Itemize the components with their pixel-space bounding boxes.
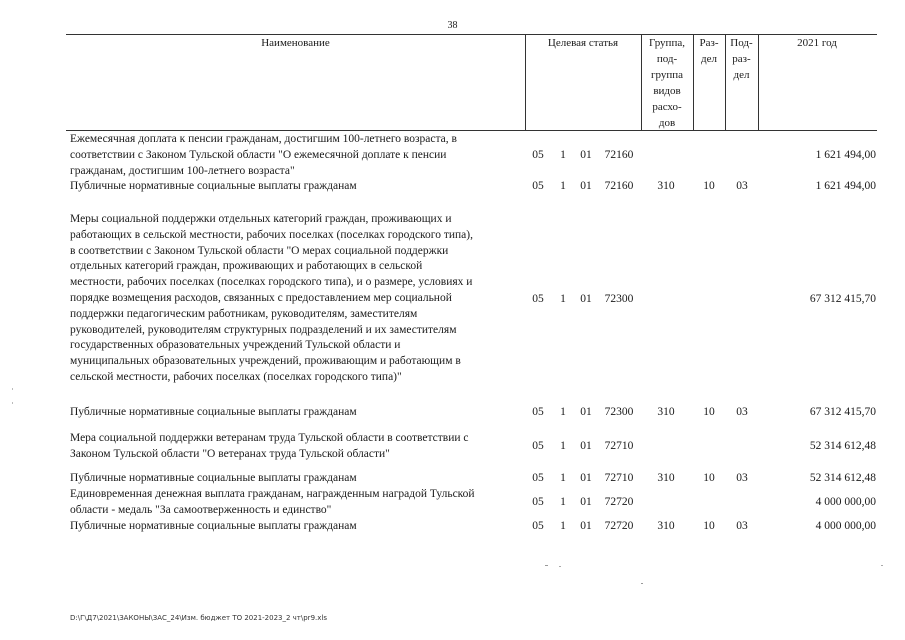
amount: 52 314 612,48 — [809, 440, 876, 452]
amount: 67 312 415,70 — [809, 406, 876, 418]
page-number: 38 — [447, 20, 458, 31]
target-code-2: 1 — [560, 440, 566, 452]
target-code-3: 01 — [580, 149, 592, 161]
row-name: Публичные нормативные социальные выплаты гражданам — [70, 520, 357, 532]
amount: 4 000 000,00 — [815, 496, 876, 508]
header-expense-group: Группа, под- группа видов расхо- дов — [649, 37, 685, 129]
subsection: 03 — [736, 406, 748, 418]
target-code-2: 1 — [560, 180, 566, 192]
target-code-2: 1 — [560, 293, 566, 305]
target-code-3: 01 — [580, 180, 592, 192]
target-code-2: 1 — [560, 149, 566, 161]
target-code-1: 05 — [532, 520, 544, 532]
target-code-4: 72720 — [604, 496, 634, 508]
amount: 4 000 000,00 — [815, 520, 876, 532]
target-code-1: 05 — [532, 496, 544, 508]
target-code-1: 05 — [532, 293, 544, 305]
target-code-3: 01 — [580, 472, 592, 484]
section: 10 — [703, 180, 715, 192]
expense-group: 310 — [657, 180, 675, 192]
row-name: Меры социальной поддержки отдельных категорий граждан, проживающих и работающих в сельской местности, рабочих поселках (поселках городского типа), в соответствии с Законом Тульской области "О мерах социальной поддержки отдельных категорий граждан, проживающих и работающих в сельской местности, рабочих поселках (поселках городского типа), и о размере, условиях и порядке возмещения расходов, связанных с предоставлением мер социальной поддержки педагогическим работникам, руководителям, заместителям руководителей, руководителям структурных подразделений и их заместителям государственных образовательных учреждений Тульской области и муниципальных образовательных учреждений, проживающим и работающим в сельской местности, рабочих поселках (поселках городского типа)" — [70, 213, 473, 383]
row-name: Мера социальной поддержки ветеранам труда Тульской области в соответствии с Законом Тульской области "О ветеранах труда Тульской области" — [70, 432, 469, 460]
target-code-2: 1 — [560, 520, 566, 532]
row-name: Единовременная денежная выплата гражданам, награжденным наградой Тульской области - медаль "За самоотверженность и единство" — [70, 488, 475, 516]
subsection: 03 — [736, 472, 748, 484]
header-year-2021: 2021 год — [797, 37, 837, 49]
subsection: 03 — [736, 520, 748, 532]
row-name: Ежемесячная доплата к пенсии гражданам, достигшим 100-летнего возраста, в соответствии с Законом Тульской области "О ежемесячной доплате к пенсии гражданам, достигшим 100-летнего возраста" — [70, 133, 457, 177]
row-name: Публичные нормативные социальные выплаты гражданам — [70, 180, 357, 192]
target-code-1: 05 — [532, 180, 544, 192]
row-name: Публичные нормативные социальные выплаты гражданам — [70, 472, 357, 484]
target-code-4: 72160 — [604, 180, 634, 192]
subsection: 03 — [736, 180, 748, 192]
section: 10 — [703, 520, 715, 532]
target-code-4: 72300 — [604, 293, 634, 305]
row-name: Публичные нормативные социальные выплаты гражданам — [70, 406, 357, 418]
target-code-3: 01 — [580, 293, 592, 305]
expense-group: 310 — [657, 520, 675, 532]
target-code-4: 72720 — [604, 520, 634, 532]
target-code-3: 01 — [580, 440, 592, 452]
target-code-1: 05 — [532, 440, 544, 452]
section: 10 — [703, 406, 715, 418]
target-code-1: 05 — [532, 406, 544, 418]
section: 10 — [703, 472, 715, 484]
amount: 1 621 494,00 — [815, 180, 876, 192]
target-code-2: 1 — [560, 472, 566, 484]
target-code-1: 05 — [532, 472, 544, 484]
file-path-footer: D:\Г\Д7\2021\ЗАКОНЫ\ЗАС_24\Изм. бюджет ТО 2021-2023_2 чт\pr9.xls — [70, 614, 327, 622]
target-code-4: 72710 — [604, 472, 634, 484]
target-code-4: 72300 — [604, 406, 634, 418]
amount: 67 312 415,70 — [809, 293, 876, 305]
target-code-2: 1 — [560, 496, 566, 508]
expense-group: 310 — [657, 472, 675, 484]
target-code-3: 01 — [580, 406, 592, 418]
amount: 1 621 494,00 — [815, 149, 876, 161]
expense-group: 310 — [657, 406, 675, 418]
target-code-3: 01 — [580, 496, 592, 508]
header-section: Раз- дел — [699, 37, 719, 65]
target-code-1: 05 — [532, 149, 544, 161]
target-code-2: 1 — [560, 406, 566, 418]
header-target-article: Целевая статья — [547, 37, 619, 49]
target-code-3: 01 — [580, 520, 592, 532]
header-name: Наименование — [261, 37, 330, 49]
target-code-4: 72710 — [604, 440, 634, 452]
amount: 52 314 612,48 — [809, 472, 876, 484]
header-subsection: Под- раз- дел — [730, 37, 753, 81]
target-code-4: 72160 — [604, 149, 634, 161]
